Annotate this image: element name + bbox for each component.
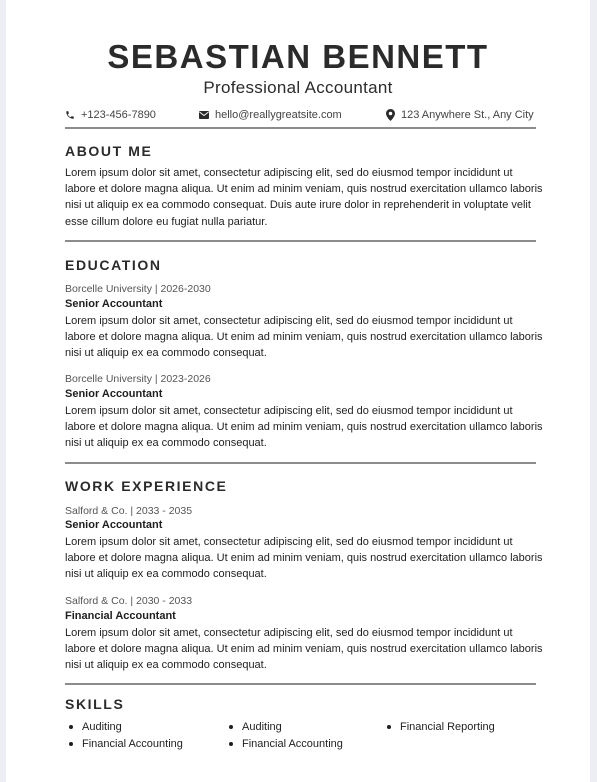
education-text: Lorem ipsum dolor sit amet, consectetur adipiscing elit, sed do eiusmod tempor incididunt ut labore et dolore magna aliqua. Ut enim ad minim veniam, quis nostrud exercitation ullamco laboris nisi ut aliquip ex ea commodo consequat. xyxy=(65,315,543,360)
skill-item xyxy=(229,721,282,733)
divider xyxy=(65,240,536,242)
about-heading: ABOUT ME xyxy=(65,143,153,159)
skill-label: Auditing xyxy=(242,721,282,733)
skill-item xyxy=(229,738,343,750)
education-meta: Borcelle University | 2023-2026 xyxy=(65,373,211,385)
experience-text: Lorem ipsum dolor sit amet, consectetur adipiscing elit, sed do eiusmod tempor incididunt ut labore et dolore magna aliqua. Ut enim ad minim veniam, quis nostrud exercitation ullamco laboris nisi ut aliquip ex ea commodo consequat. xyxy=(65,536,543,581)
email-icon xyxy=(199,111,209,119)
about-text: Lorem ipsum dolor sit amet, consectetur adipiscing elit, sed do eiusmod tempor incididunt ut labore et dolore magna aliqua. Ut enim ad minim veniam, quis nostrud exercitation ullamco laboris nisi ut aliquip ex ea commodo consequat. Duis aute irure dolor in reprehenderit in voluptate velit esse cillum dolore eu fugiat nulla pariatur. xyxy=(65,167,543,228)
experience-role: Financial Accountant xyxy=(65,610,176,622)
skill-item xyxy=(69,721,122,733)
divider xyxy=(65,127,536,129)
skill-label: Financial Accounting xyxy=(242,738,343,750)
experience-meta: Salford & Co. | 2033 - 2035 xyxy=(65,505,193,517)
skill-item xyxy=(69,738,183,750)
experience-text: Lorem ipsum dolor sit amet, consectetur adipiscing elit, sed do eiusmod tempor incididunt ut labore et dolore magna aliqua. Ut enim ad minim veniam, quis nostrud exercitation ullamco laboris nisi ut aliquip ex ea commodo consequat. xyxy=(65,627,543,672)
skills-heading: SKILLS xyxy=(65,696,125,712)
bullet-icon xyxy=(387,725,391,729)
resume-title: Professional Accountant xyxy=(203,78,393,97)
experience-meta: Salford & Co. | 2030 - 2033 xyxy=(65,595,193,607)
email-text: hello@reallygreatsite.com xyxy=(215,109,342,121)
bullet-icon xyxy=(69,725,73,729)
education-text: Lorem ipsum dolor sit amet, consectetur adipiscing elit, sed do eiusmod tempor incididunt ut labore et dolore magna aliqua. Ut enim ad minim veniam, quis nostrud exercitation ullamco laboris nisi ut aliquip ex ea commodo consequat. xyxy=(65,405,543,450)
contact-phone xyxy=(65,109,156,121)
address-text: 123 Anywhere St., Any City xyxy=(401,109,534,121)
skill-label: Financial Reporting xyxy=(400,721,495,733)
skill-label: Financial Accounting xyxy=(82,738,183,750)
education-role: Senior Accountant xyxy=(65,298,163,310)
contact-address xyxy=(386,109,534,121)
experience-heading: WORK EXPERIENCE xyxy=(65,478,228,494)
skill-item xyxy=(387,721,495,733)
phone-text: +123-456-7890 xyxy=(81,109,156,121)
contact-email xyxy=(199,109,342,121)
education-role: Senior Accountant xyxy=(65,388,163,400)
resume-name: SEBASTIAN BENNETT xyxy=(107,38,489,75)
education-meta: Borcelle University | 2026-2030 xyxy=(65,283,211,295)
divider xyxy=(65,683,536,685)
resume-page xyxy=(6,0,590,782)
education-heading: EDUCATION xyxy=(65,257,162,273)
bullet-icon xyxy=(229,725,233,729)
bullet-icon xyxy=(229,742,233,746)
skill-label: Auditing xyxy=(82,721,122,733)
location-pin-icon xyxy=(386,109,395,121)
experience-role: Senior Accountant xyxy=(65,519,163,531)
bullet-icon xyxy=(69,742,73,746)
divider xyxy=(65,462,536,464)
phone-icon xyxy=(65,110,75,120)
